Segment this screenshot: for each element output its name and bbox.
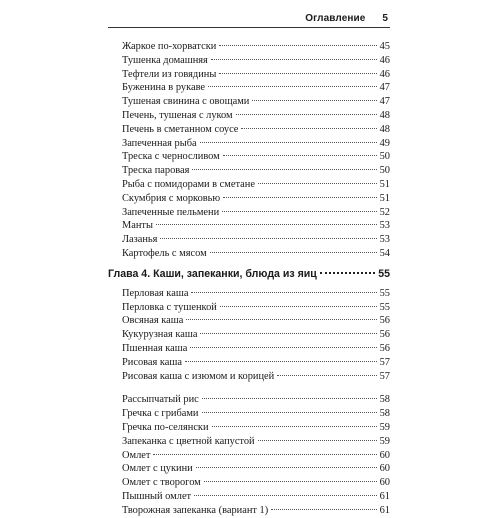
toc-entry-page-number: 56: [379, 342, 390, 354]
dot-leader: [156, 224, 377, 225]
dot-leader: [258, 183, 377, 184]
toc-entry-page-number: 52: [379, 206, 390, 218]
dot-leader: [258, 440, 377, 441]
toc-entry-title: Омлет: [122, 449, 151, 461]
toc-entry-title: Перловка с тушенкой: [122, 301, 217, 313]
toc-entry[interactable]: [108, 178, 390, 192]
toc-entry[interactable]: [108, 490, 390, 504]
toc-entry-page-number: 56: [379, 315, 390, 327]
toc-entry-title: Омлет с цукини: [122, 463, 193, 475]
toc-entry-page-number: 61: [379, 490, 390, 502]
dot-leader: [211, 59, 377, 60]
toc-entry-title: Тушенка домашняя: [122, 54, 208, 66]
chapter-title: Глава 4. Каши, запеканки, блюда из яиц: [108, 267, 317, 280]
dot-leader: [202, 412, 377, 413]
toc-entry[interactable]: [108, 328, 390, 342]
toc-entry-title: Гречка с грибами: [122, 408, 199, 420]
toc-entry-title: Тушеная свинина с овощами: [122, 96, 250, 108]
section-gap: [108, 383, 390, 393]
toc-entry-title: Треска с черносливом: [122, 151, 220, 163]
toc-group-meat-fish: [108, 40, 390, 261]
toc-entry-page-number: 48: [379, 109, 390, 121]
dot-leader: [204, 481, 377, 482]
toc-entry-title: Рассыпчатый рис: [122, 394, 199, 406]
toc-entry[interactable]: [108, 40, 390, 54]
toc-entry[interactable]: [108, 164, 390, 178]
toc-entry-page-number: 56: [379, 329, 390, 341]
toc-entry-title: Картофель с мясом: [122, 247, 207, 259]
toc-entry-title: Рыба с помидорами в сметане: [122, 178, 255, 190]
dot-leader: [185, 361, 377, 362]
dot-leader: [241, 128, 376, 129]
dot-leader: [220, 306, 377, 307]
toc-entry-page-number: 51: [379, 192, 390, 204]
dot-leader: [271, 509, 376, 510]
toc-entry-page-number: 50: [379, 165, 390, 177]
dot-leader: [200, 333, 376, 334]
page-number: 5: [382, 13, 388, 24]
toc-entry-title: Буженина в рукаве: [122, 82, 206, 94]
toc-entry-page-number: 46: [379, 54, 390, 66]
toc-entry-page-number: 51: [379, 178, 390, 190]
toc-entry[interactable]: [108, 219, 390, 233]
dot-leader: [153, 454, 376, 455]
toc-entry-page-number: 53: [379, 220, 390, 232]
dot-leader: [160, 238, 376, 239]
toc-entry-title: Печень, тушеная с луком: [122, 109, 233, 121]
toc-entry[interactable]: [108, 123, 390, 137]
toc-entry[interactable]: [108, 192, 390, 206]
dot-leader: [236, 114, 377, 115]
toc-entry[interactable]: [108, 449, 390, 463]
toc-entry[interactable]: [108, 81, 390, 95]
toc-entry-page-number: 59: [379, 421, 390, 433]
toc-chapter-heading[interactable]: [108, 266, 390, 282]
toc-entry-page-number: 53: [379, 234, 390, 246]
dot-leader: [200, 142, 377, 143]
toc-entry-page-number: 46: [379, 68, 390, 80]
toc-entry-title: Жаркое по-хорватски: [122, 41, 217, 52]
running-header: [305, 13, 388, 24]
toc-entry-title: Рисовая каша с изюмом и корицей: [122, 370, 275, 382]
dot-leader: [192, 169, 376, 170]
dot-leader: [219, 73, 376, 74]
toc-entry-title: Запеканка с цветной капустой: [122, 435, 255, 447]
dot-leader: [196, 467, 377, 468]
dot-leader: [191, 292, 376, 293]
toc-entry-title: Омлет с творогом: [122, 477, 201, 489]
toc-entry-title: Овсяная каша: [122, 315, 184, 327]
toc-entry-page-number: 60: [379, 477, 390, 489]
toc-entry-page-number: 54: [379, 247, 390, 259]
dot-leader: [252, 100, 376, 101]
toc-entry-page-number: 57: [379, 356, 390, 368]
toc-entry[interactable]: [108, 301, 390, 315]
dot-leader: [208, 86, 377, 87]
toc-entry-title: Печень в сметанном соусе: [122, 123, 239, 135]
dot-leader: [212, 426, 377, 427]
dot-leader: [219, 45, 376, 46]
toc-entry[interactable]: [108, 95, 390, 109]
toc-entry[interactable]: [108, 421, 390, 435]
toc-entry-page-number: 47: [379, 82, 390, 94]
toc-entry-page-number: 59: [379, 435, 390, 447]
toc-entry[interactable]: [108, 407, 390, 421]
chapter-page-number: 55: [378, 267, 390, 280]
toc-group-porridges: [108, 287, 390, 384]
toc-entry-title: Перловая каша: [122, 287, 189, 299]
toc-entry[interactable]: [108, 393, 390, 407]
dot-leader: [223, 155, 377, 156]
toc-entry-page-number: 50: [379, 151, 390, 163]
toc-entry-page-number: 60: [379, 449, 390, 461]
toc-entry-title: Тефтели из говядины: [122, 68, 217, 80]
toc-entry-page-number: 55: [379, 287, 390, 299]
header-rule: [108, 27, 390, 28]
toc-entry-title: Пшенная каша: [122, 342, 188, 354]
toc-entry-page-number: 45: [379, 41, 390, 52]
toc-entry[interactable]: [108, 287, 390, 301]
toc-entry-title: Кукурузная каша: [122, 329, 198, 341]
dot-leader: [210, 252, 377, 253]
toc-entry-title: Треска паровая: [122, 165, 190, 177]
toc-entry[interactable]: [108, 233, 390, 247]
toc-entry[interactable]: [108, 356, 390, 370]
dot-leader: [222, 211, 376, 212]
dot-leader: [277, 375, 376, 376]
toc-entry-title: Запеченная рыба: [122, 137, 197, 149]
toc-entry[interactable]: [108, 109, 390, 123]
dot-leader: [186, 319, 376, 320]
toc-entry-page-number: 47: [379, 96, 390, 108]
dot-leader: [194, 495, 377, 496]
dot-leader: [223, 197, 376, 198]
toc-entry-page-number: 60: [379, 463, 390, 475]
dot-leader: [202, 398, 377, 399]
toc-entry-title: Манты: [122, 220, 153, 232]
toc-entry-page-number: 57: [379, 370, 390, 382]
toc-entry-title: Запеченные пельмени: [122, 206, 220, 218]
toc-entry-title: Гречка по-селянски: [122, 421, 209, 433]
toc-entry-page-number: 49: [379, 137, 390, 149]
toc-entry[interactable]: [108, 504, 390, 518]
toc-entry-page-number: 61: [379, 504, 390, 516]
toc-entry[interactable]: [108, 54, 390, 68]
toc-entry[interactable]: [108, 206, 390, 220]
running-header-title: Оглавление: [305, 13, 366, 24]
toc-entry[interactable]: [108, 247, 390, 261]
toc-entry[interactable]: [108, 137, 390, 151]
toc-entry[interactable]: [108, 342, 390, 356]
table-of-contents: [108, 40, 390, 518]
toc-entry[interactable]: [108, 476, 390, 490]
toc-group-rice-eggs: [108, 393, 390, 517]
toc-entry[interactable]: [108, 370, 390, 384]
toc-entry[interactable]: [108, 435, 390, 449]
toc-entry[interactable]: [108, 150, 390, 164]
toc-entry-title: Пышный омлет: [122, 490, 192, 502]
toc-entry-title: Рисовая каша: [122, 356, 183, 368]
toc-entry[interactable]: [108, 314, 390, 328]
toc-entry-page-number: 55: [379, 301, 390, 313]
toc-entry-title: Творожная запеканка (вариант 1): [122, 504, 269, 516]
toc-entry-title: Лазанья: [122, 234, 158, 246]
toc-entry-title: Скумбрия с морковью: [122, 192, 221, 204]
dot-leader: [320, 272, 375, 274]
toc-entry[interactable]: [108, 68, 390, 82]
toc-entry[interactable]: [108, 462, 390, 476]
toc-entry-page-number: 58: [379, 408, 390, 420]
toc-entry-page-number: 48: [379, 123, 390, 135]
toc-entry-page-number: 58: [379, 394, 390, 406]
dot-leader: [190, 347, 376, 348]
